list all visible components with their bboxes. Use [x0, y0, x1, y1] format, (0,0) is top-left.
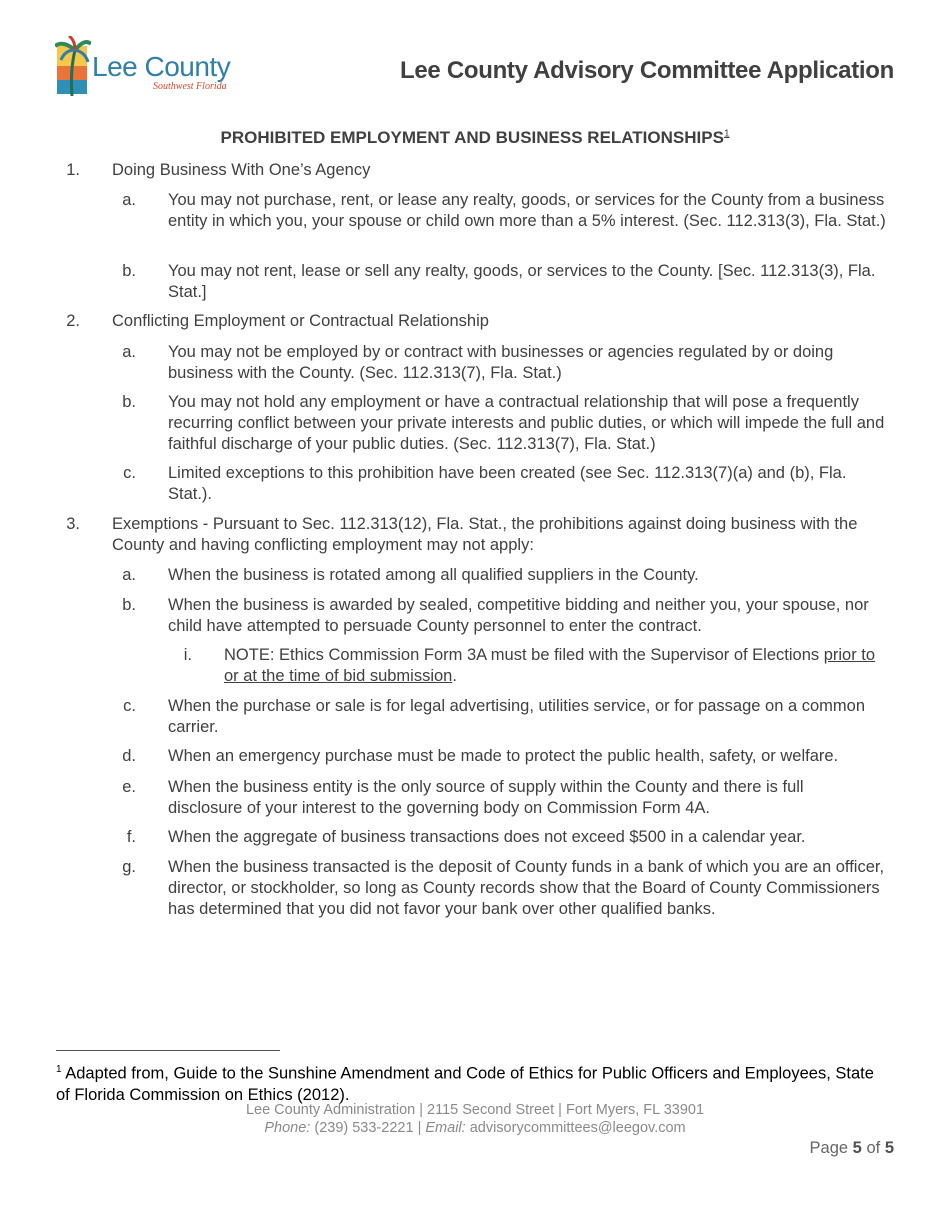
- list-marker: 1.: [66, 161, 80, 179]
- footnote: [56, 1059, 886, 1106]
- logo-name: Lee County: [92, 51, 231, 82]
- list-marker: f.: [126, 828, 136, 846]
- list-marker: e.: [122, 778, 136, 796]
- list-item-text: When the purchase or sale is for legal advertising, utilities service, or for passage on a common carrier.: [168, 697, 866, 736]
- list-marker: 2.: [66, 312, 80, 330]
- footnote-reference[interactable]: 1: [723, 128, 730, 140]
- list-marker: a.: [122, 191, 136, 209]
- footnote-number: 1: [56, 1064, 62, 1075]
- email-label: Email:: [425, 1120, 466, 1136]
- list-item-text: Exemptions - Pursuant to Sec. 112.313(12), Fla. Stat., the prohibitions against doing business with the County and having conflicting employment may not apply:: [112, 515, 858, 554]
- page-total: 5: [884, 1139, 894, 1157]
- logo-tagline: Southwest Florida: [153, 81, 227, 92]
- list-item-text: When an emergency purchase must be made to protect the public health, safety, or welfare.: [168, 747, 839, 765]
- contact-separator: |: [417, 1120, 422, 1136]
- phone-number[interactable]: (239) 533-2221: [314, 1120, 414, 1136]
- list-item-text: Limited exceptions to this prohibition have been created (see Sec. 112.313(7)(a) and (b), Fla. Stat.).: [168, 464, 847, 503]
- section-title: [0, 128, 950, 148]
- list-item-text: [224, 645, 884, 687]
- list-marker: b.: [122, 393, 136, 411]
- list-item-text: When the aggregate of business transactions does not exceed $500 in a calendar year.: [168, 828, 806, 846]
- list-marker: g.: [122, 858, 136, 876]
- footnote-divider: [56, 1050, 280, 1051]
- phone-label: Phone:: [264, 1120, 311, 1136]
- list-item-text: When the business entity is the only source of supply within the County and there is full disclosure of your interest to the governing body on Commission Form 4A.: [168, 778, 804, 817]
- footnote-text: Adapted from, Guide to the Sunshine Amendment and Code of Ethics for Public Officers and Employees, State of Florida Commission on Ethics (2012).: [56, 1064, 874, 1104]
- list-marker: b.: [122, 262, 136, 280]
- list-marker: d.: [122, 747, 136, 765]
- list-item-text: Conflicting Employment or Contractual Relationship: [112, 312, 489, 330]
- list-item-text: When the business is rotated among all qualified suppliers in the County.: [168, 566, 699, 584]
- list-marker: a.: [122, 566, 136, 584]
- palm-tree-icon: [55, 36, 91, 98]
- list-marker: c.: [123, 697, 136, 715]
- page-current: 5: [852, 1139, 862, 1157]
- list-marker: i.: [183, 646, 192, 664]
- list-item-text: When the business transacted is the deposit of County funds in a bank of which you are an officer, director, or stockholder, so long as County records show that the Board of County Commissioners has determined that you did not favor your bank over other qualified banks.: [168, 858, 885, 918]
- list-marker: 3.: [66, 515, 80, 533]
- list-item-text: You may not hold any employment or have a contractual relationship that will pose a frequently recurring conflict between your private interests and public duties, or which will impede the full and faithful discharge of your public duties. (Sec. 112.313(7), Fla. Stat.): [168, 393, 885, 453]
- list-marker: b.: [122, 596, 136, 614]
- footer-contact: [0, 1119, 950, 1138]
- section-title-text: PROHIBITED EMPLOYMENT AND BUSINESS RELATIONSHIPS: [220, 128, 724, 147]
- note-text: NOTE: Ethics Commission Form 3A must be filed with the Supervisor of Elections: [224, 646, 824, 664]
- list-item-text: You may not purchase, rent, or lease any realty, goods, or services for the County from a business entity in which you, your spouse or child own more than a 5% interest. (Sec. 112.313(3), Fla. Stat.): [168, 191, 886, 230]
- document-title: Lee County Advisory Committee Application: [400, 57, 894, 84]
- email-address[interactable]: advisorycommittees@leegov.com: [469, 1120, 686, 1136]
- page-of: of: [866, 1139, 881, 1157]
- page-number: [810, 1139, 894, 1158]
- list-item-text: Doing Business With One’s Agency: [112, 161, 371, 179]
- list-item-text: You may not be employed by or contract with businesses or agencies regulated by or doing business with the County. (Sec. 112.313(7), Fla. Stat.): [168, 343, 834, 382]
- page-word: Page: [809, 1139, 849, 1157]
- note-text-end: .: [452, 667, 457, 685]
- list-marker: c.: [123, 464, 136, 482]
- list-marker: a.: [122, 343, 136, 361]
- list-item-text: You may not rent, lease or sell any realty, goods, or services to the County. [Sec. 112.313(3), Fla. Stat.]: [168, 262, 876, 301]
- footer-address: Lee County Administration | 2115 Second Street | Fort Myers, FL 33901: [245, 1102, 705, 1118]
- list-item-text: When the business is awarded by sealed, competitive bidding and neither you, your spouse, nor child have attempted to persuade County personnel to enter the contract.: [168, 596, 869, 635]
- lee-county-logo: [55, 36, 240, 100]
- note-underlined-text: prior to or at the time of bid submission: [224, 646, 876, 685]
